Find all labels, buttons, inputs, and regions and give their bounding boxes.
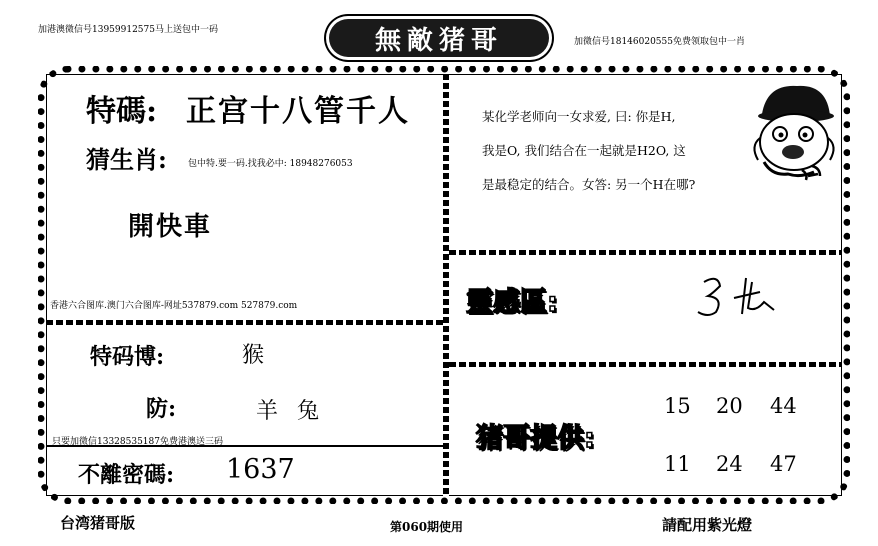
zodiac-small-note: 包中特.要一码.找我必中: 18948276053 bbox=[188, 159, 353, 169]
vertical-divider bbox=[443, 74, 449, 496]
bo-label: 特码博: bbox=[90, 344, 165, 370]
footer-left: 台湾猪哥版 bbox=[60, 514, 136, 532]
logo-banner bbox=[326, 16, 552, 60]
story-line: 我是O, 我们结合在一起就是H2O, 这 bbox=[482, 143, 686, 158]
right-divider-story bbox=[449, 250, 842, 255]
number-cell: 11 bbox=[664, 452, 691, 476]
number-cell: 15 bbox=[664, 394, 691, 418]
zodiac-label: 猜生肖: bbox=[86, 145, 167, 174]
promo-small: 只要加微信13328535187免费港澳送三码 bbox=[52, 437, 223, 447]
story-text bbox=[482, 100, 695, 202]
logo-text: 無敵猪哥 bbox=[374, 25, 503, 56]
zodiac-value: 開快車 bbox=[128, 212, 213, 242]
inspiration-label: 靈感區: bbox=[466, 287, 558, 318]
provider-label: 猪哥提供: bbox=[476, 423, 595, 454]
right-divider-inspiration bbox=[449, 362, 842, 367]
top-note-left: 加港澳微信号13959912575马上送包中一码 bbox=[38, 25, 218, 35]
bo-value: 猴 bbox=[242, 343, 265, 368]
special-label: 特碼: bbox=[86, 94, 158, 129]
story-line: 是最稳定的结合。女答: 另一个H在哪? bbox=[482, 177, 696, 192]
story-line: 某化学老师向一女求爱, 曰: 你是H, bbox=[482, 109, 676, 124]
number-cell: 20 bbox=[716, 394, 743, 418]
site-text: 香港六合图库.澳门六合图库-网址537879.com 527879.com bbox=[50, 301, 298, 311]
buli-value: 1637 bbox=[226, 454, 295, 485]
footer-right: 請配用紫光燈 bbox=[662, 516, 753, 534]
number-cell: 24 bbox=[716, 452, 743, 476]
number-cell: 44 bbox=[770, 394, 797, 418]
fang-value: 羊 兔 bbox=[256, 399, 325, 424]
special-value: 正宫十八管千人 bbox=[186, 94, 410, 129]
fang-label: 防: bbox=[146, 396, 177, 422]
inspiration-handwriting bbox=[690, 268, 786, 324]
buli-label: 不離密碼: bbox=[78, 462, 175, 488]
left-divider-main bbox=[46, 320, 443, 325]
top-note-right: 加微信号18146020555免费领取包中一肖 bbox=[574, 37, 745, 47]
footer-center: 第060期使用 bbox=[390, 520, 464, 534]
number-cell: 47 bbox=[770, 452, 797, 476]
pig-character-illustration bbox=[742, 76, 842, 188]
